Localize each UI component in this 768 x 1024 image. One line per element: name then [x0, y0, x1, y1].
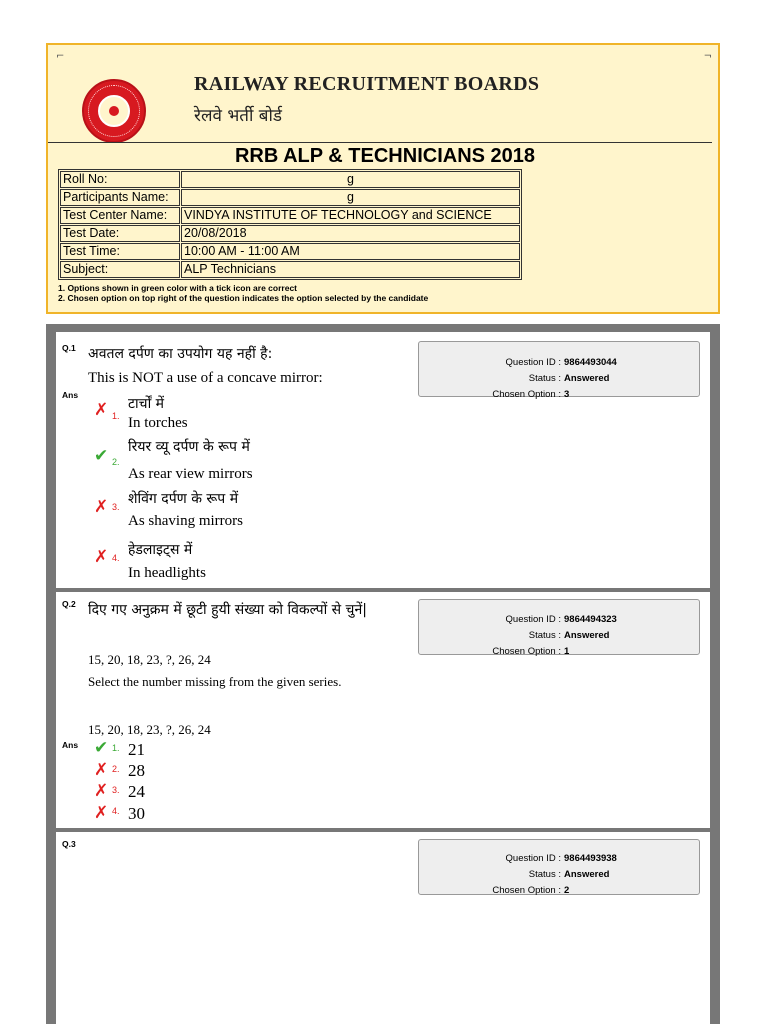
chosen-option-label: Chosen Option : [492, 646, 561, 657]
option-number: 4. [112, 553, 120, 563]
question-id-value: 9864493044 [564, 357, 617, 368]
option-number: 2. [112, 764, 120, 774]
cross-icon: ✗ [94, 547, 109, 567]
info-value: g [181, 171, 520, 188]
corner-mark-icon: ¬ [703, 51, 712, 62]
check-icon: ✔ [94, 446, 109, 466]
option-text-hindi: टार्चों में [128, 396, 165, 412]
status-value: Answered [564, 869, 610, 880]
question-number: Q.3 [62, 839, 76, 849]
option-text-english: In headlights [128, 565, 206, 581]
question-meta-box [418, 341, 700, 400]
option-number: 1. [112, 411, 120, 421]
question-number: Q.2 [62, 599, 76, 609]
question-meta-box [418, 599, 700, 655]
info-row [60, 207, 520, 224]
info-label: Test Center Name: [60, 207, 180, 224]
note-line: 2. Chosen option on top right of the question indicates the option selected by the candidate [58, 293, 429, 303]
option-number: 2. [112, 457, 120, 467]
question-id-label: Question ID : [505, 853, 561, 864]
option-text-hindi: शेविंग दर्पण के रूप में [128, 491, 239, 507]
option-number: 1. [112, 743, 120, 753]
legend-notes [58, 283, 428, 303]
cross-icon: ✗ [94, 760, 109, 780]
question-text-hindi: दिए गए अनुक्रम में छूटी हुयी संख्या को विकल्पों से चुनें| [88, 602, 367, 618]
option-value: 28 [128, 761, 145, 780]
option-value: 24 [128, 782, 145, 801]
exam-title: RRB ALP & TECHNICIANS 2018 [234, 145, 536, 167]
status-label: Status : [528, 869, 561, 880]
status-value: Answered [564, 630, 610, 641]
number-series: 15, 20, 18, 23, ?, 26, 24 [88, 722, 211, 737]
question-panel [56, 332, 710, 588]
answer-label: Ans [62, 740, 79, 750]
chosen-option-value: 3 [564, 389, 570, 400]
note-line: 1. Options shown in green color with a tick icon are correct [58, 283, 297, 293]
answer-label: Ans [62, 390, 79, 400]
cross-icon: ✗ [94, 497, 109, 517]
status-label: Status : [528, 630, 561, 641]
cross-icon: ✗ [94, 400, 109, 420]
cross-icon: ✗ [94, 781, 109, 801]
option-number: 4. [112, 806, 120, 816]
option-number: 3. [112, 502, 120, 512]
question-text-hindi: अवतल दर्पण का उपयोग यह नहीं है: [88, 346, 273, 362]
question-meta-box [418, 839, 700, 895]
question-id-label: Question ID : [505, 614, 561, 625]
question-panel [56, 592, 710, 828]
info-label: Subject: [60, 261, 180, 278]
board-name-hindi: रेलवे भर्ती बोर्ड [194, 106, 282, 126]
chosen-option-label: Chosen Option : [492, 885, 561, 896]
info-value: 10:00 AM - 11:00 AM [181, 243, 520, 260]
chosen-option-value: 1 [564, 646, 570, 657]
info-row [60, 225, 520, 242]
info-value: VINDYA INSTITUTE OF TECHNOLOGY and SCIENCE [181, 207, 520, 224]
option-number: 3. [112, 785, 120, 795]
info-label: Participants Name: [60, 189, 180, 206]
question-id-value: 9864493938 [564, 853, 617, 864]
option-text-hindi: रियर व्यू दर्पण के रूप में [128, 439, 250, 455]
info-row [60, 261, 520, 278]
question-id-label: Question ID : [505, 357, 561, 368]
cross-icon: ✗ [94, 803, 109, 823]
board-name-english: RAILWAY RECRUITMENT BOARDS [194, 73, 540, 95]
candidate-info-table [58, 169, 522, 280]
indian-railways-logo [82, 79, 146, 143]
check-icon: ✔ [94, 738, 109, 758]
option-text-hindi: हेडलाइट्स में [128, 542, 193, 558]
info-row [60, 189, 520, 206]
info-value: g [181, 189, 520, 206]
option-value: 21 [128, 740, 145, 759]
chosen-option-value: 2 [564, 885, 570, 896]
divider [48, 142, 712, 143]
number-series: 15, 20, 18, 23, ?, 26, 24 [88, 652, 211, 667]
question-text-english: Select the number missing from the given series. [88, 674, 342, 689]
info-row [60, 171, 520, 188]
question-panel [56, 832, 710, 1024]
status-label: Status : [528, 373, 561, 384]
option-value: 30 [128, 804, 145, 823]
corner-mark-icon: ⌐ [56, 51, 65, 62]
info-value: 20/08/2018 [181, 225, 520, 242]
option-text-english: In torches [128, 415, 188, 431]
info-label: Roll No: [60, 171, 180, 188]
info-label: Test Date: [60, 225, 180, 242]
info-label: Test Time: [60, 243, 180, 260]
question-number: Q.1 [62, 343, 76, 353]
info-value: ALP Technicians [181, 261, 520, 278]
option-text-english: As rear view mirrors [128, 466, 253, 482]
question-id-value: 9864494323 [564, 614, 617, 625]
question-text-english: This is NOT a use of a concave mirror: [88, 370, 323, 386]
result-header [46, 43, 720, 314]
info-row [60, 243, 520, 260]
chosen-option-label: Chosen Option : [492, 389, 561, 400]
option-text-english: As shaving mirrors [128, 513, 243, 529]
status-value: Answered [564, 373, 610, 384]
question-frame [46, 324, 720, 1024]
